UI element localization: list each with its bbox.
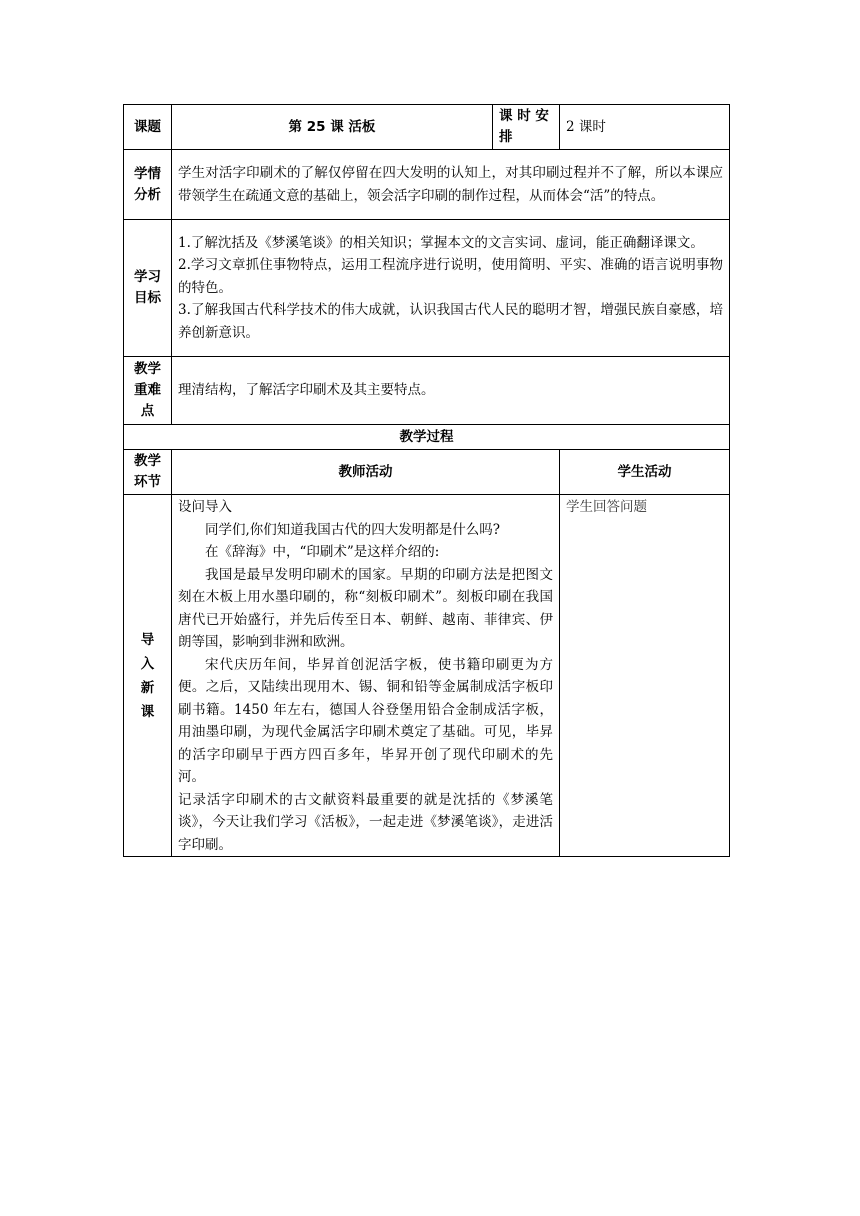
goals-label-line-2: 目标 (134, 290, 161, 306)
course-row (124, 105, 730, 150)
analysis-label-line-2: 分析 (134, 186, 161, 203)
stage-name (124, 495, 172, 857)
stage-char: 导 (140, 631, 155, 648)
student-activity: 学生回答问题 (560, 495, 730, 857)
teacher-paragraph: 宋代庆历年间，毕昇首创泥活字板，使书籍印刷更为方便。之后，又陆续出现用木、锡、铜和铅等金属制成活字板印刷书籍。1450 年左右，德国人谷登堡用铅合金制成活字板，用油墨印刷，为现代金属活字印刷术奠定了基础。可见，毕昇的活字印刷早于西方四百多年，毕昇开创了现代印刷术的先河。 (178, 656, 553, 785)
col-student-header: 学生活动 (560, 450, 730, 495)
time-label (493, 105, 560, 150)
teacher-activity (172, 495, 560, 857)
goals-label (124, 220, 172, 357)
focus-text: 理清结构，了解活字印刷术及其主要特点。 (172, 357, 730, 425)
process-header: 教学过程 (124, 425, 730, 450)
col-stage-line-1: 教学 (134, 453, 161, 469)
analysis-label-line-1: 学情 (134, 165, 161, 182)
intro-stage-row (124, 495, 730, 857)
analysis-row (124, 150, 730, 220)
teacher-paragraph: 在《辞海》中，“印刷术”是这样介绍的: (205, 544, 440, 560)
col-stage-line-2: 环节 (134, 474, 161, 490)
time-label-line-1: 课 时 安 (499, 108, 549, 124)
lesson-plan-table (123, 104, 730, 857)
goal-item: 1.了解沈括及《梦溪笔谈》的相关知识；掌握本文的文言实词、虚词，能正确翻译课文。 (178, 234, 704, 251)
goals-label-line-1: 学习 (134, 269, 161, 285)
goals-text (172, 220, 730, 357)
teacher-paragraph: 我国是最早发明印刷术的国家。早期的印刷方法是把图文刻在木板上用水墨印刷的，称“刻板印刷术”。刻板印刷在我国唐代已开始盛行，并先后传至日本、朝鲜、越南、菲律宾、伊朗等国，影响到非洲和欧洲。 (178, 566, 553, 650)
col-teacher-header: 教师活动 (172, 450, 560, 495)
focus-row (124, 357, 730, 425)
focus-label-line-3: 点 (140, 403, 155, 419)
goals-row (124, 220, 730, 357)
goal-item: 2.学习文章抓住事物特点，运用工程流序进行说明，使用简明、平实、准确的语言说明事物的特色。 (178, 257, 723, 296)
analysis-label (124, 150, 172, 220)
focus-label-line-1: 教学 (134, 361, 161, 377)
process-header-row (124, 425, 730, 450)
focus-label (124, 357, 172, 425)
process-columns-row (124, 450, 730, 495)
stage-char: 入 (140, 655, 155, 672)
stage-char: 新 (140, 679, 155, 696)
time-value: 2 课时 (560, 105, 730, 150)
teacher-paragraph: 记录活字印刷术的古文献资料最重要的就是沈括的《梦溪笔谈》，今天让我们学习《活板》，一起走进《梦溪笔谈》，走进活字印刷。 (178, 791, 553, 853)
teacher-paragraph: 设问导入 (178, 499, 232, 515)
time-label-line-2: 排 (499, 129, 513, 145)
col-stage-header (124, 450, 172, 495)
teacher-paragraph: 同学们,你们知道我国古代的四大发明都是什么吗? (205, 521, 501, 538)
goal-item: 3.了解我国古代科学技术的伟大成就，认识我国古代人民的聪明才智，增强民族自豪感，培养创新意识。 (178, 302, 723, 341)
course-label: 课题 (124, 105, 172, 150)
focus-label-line-2: 重难 (134, 382, 161, 398)
analysis-text: 学生对活字印刷术的了解仅停留在四大发明的认知上，对其印刷过程并不了解，所以本课应带领学生在疏通文意的基础上，领会活字印刷的制作过程，从而体会“活”的特点。 (172, 150, 730, 220)
course-title: 第 25 课 活板 (172, 105, 493, 150)
stage-char: 课 (140, 703, 155, 720)
